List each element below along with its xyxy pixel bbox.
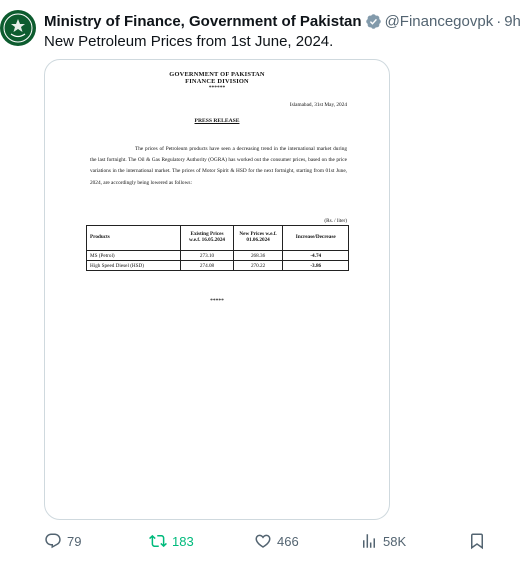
bar-chart-icon — [360, 532, 378, 550]
retweet-icon — [149, 532, 167, 550]
heart-icon — [254, 532, 272, 550]
doc-header-govt: GOVERNMENT OF PAKISTAN — [169, 71, 265, 78]
cell-product: MS (Petrol) — [87, 251, 181, 261]
th-existing: Existing Prices w.e.f. 16.05.2024 — [181, 226, 233, 251]
cell-existing: 273.10 — [181, 251, 233, 261]
tweet-text: New Petroleum Prices from 1st June, 2024. — [44, 33, 334, 50]
cell-existing: 274.08 — [181, 261, 233, 271]
tweet-time[interactable]: 9h — [504, 12, 521, 30]
pakistan-emblem-icon — [3, 13, 33, 43]
verified-badge-icon[interactable] — [365, 13, 382, 30]
views-count: 58K — [383, 533, 407, 549]
cell-new: 270.22 — [233, 261, 283, 271]
table-row — [87, 251, 349, 261]
avatar[interactable] — [0, 10, 36, 46]
like-count: 466 — [277, 533, 299, 549]
cell-new: 268.36 — [233, 251, 283, 261]
tweet-actions — [44, 530, 488, 552]
table-row — [87, 261, 349, 271]
reply-button[interactable] — [44, 530, 81, 552]
cell-product: High Speed Diesel (HSD) — [87, 261, 181, 271]
views-button[interactable] — [360, 530, 406, 552]
press-release-document — [45, 60, 389, 519]
separator-dot: · — [496, 12, 502, 30]
retweet-count: 183 — [172, 533, 194, 549]
retweet-button[interactable] — [149, 530, 194, 552]
price-table — [86, 225, 349, 271]
doc-press-title: PRESS RELEASE — [194, 118, 240, 124]
doc-place-date: Islamabad, 31st May, 2024 — [289, 102, 347, 108]
author-name[interactable]: Ministry of Finance, Government of Pakistan — [44, 12, 362, 30]
doc-unit-label: (Rs. / liter) — [324, 218, 347, 224]
th-change: Increase/Decrease — [283, 226, 349, 251]
like-button[interactable] — [254, 530, 299, 552]
media-image[interactable] — [44, 59, 390, 520]
doc-stars-top: ****** — [208, 85, 226, 91]
reply-count: 79 — [67, 533, 82, 549]
tweet-header — [44, 10, 521, 32]
bookmark-icon — [468, 532, 486, 550]
bookmark-button[interactable] — [468, 530, 486, 552]
doc-header-division: FINANCE DIVISION — [185, 78, 249, 85]
cell-change: -4.74 — [283, 251, 349, 261]
reply-bubble-icon — [44, 532, 62, 550]
author-handle[interactable]: @Financegovpk — [384, 12, 494, 30]
doc-body-text: The prices of Petroleum products have seen a decreasing trend in the international market during the last fortnight. The Oil & Gas Regulatory Authority (OGRA) has worked out the consumer prices, based on the price variations in the international market. The prices of Motor Spirit & HSD for the next fortnight, starting from 01st June, 2024, are accordingly being lowered as follows: — [90, 146, 347, 186]
doc-stars-bottom: ***** — [210, 298, 224, 304]
cell-change: -3.86 — [283, 261, 349, 271]
th-new: New Prices w.e.f. 01.06.2024 — [233, 226, 283, 251]
th-products: Products — [87, 226, 181, 251]
